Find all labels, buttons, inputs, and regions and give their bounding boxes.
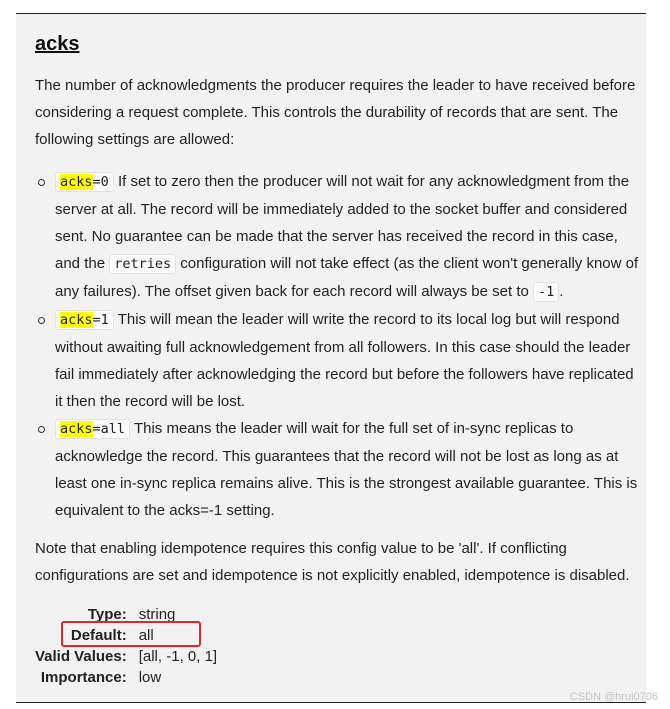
highlight-acks: acks — [60, 174, 93, 190]
highlight-acks: acks — [60, 421, 93, 437]
highlight-acks: acks — [60, 312, 93, 328]
idempotence-note: Note that enabling idempotence requires this config value to be 'all'. If conflicting configurations are set and idempotence is not explicitly enabled, idempotence is disabled. — [35, 540, 630, 584]
setting-item-acks-1 — [55, 306, 645, 415]
settings-list — [55, 168, 645, 524]
setting-item-acks-0: acks=0 If set to zero then the producer will not wait for any acknowledgment from the server at all. The record will be immediately added to the socket buffer and considered sent. No guarantee can be made that the server has received the record in this case, and the retries configuration will not take effect (as the client won't generally know of any failures). The offset given back for each record will always be set to -1 . — [55, 168, 645, 306]
setting-code: acks=all — [55, 419, 130, 439]
setting-text-2: configuration will not take effect (as the client won't generally know of any failures). The offset given back for each record will always be set to — [55, 255, 639, 300]
setting-text: If set to zero then the producer will not wait for any acknowledgment from the server at all. The record will be immediately added to the socket buffer and considered sent. No guarantee can be made that the server has received the record in this case, and the — [55, 173, 630, 272]
meta-key: Default: — [70, 627, 127, 644]
meta-key: Importance: — [40, 669, 127, 686]
meta-value: low — [138, 669, 162, 686]
meta-value: string — [138, 606, 176, 623]
default-annotation-box — [61, 621, 201, 647]
config-card — [16, 13, 646, 703]
setting-item-acks-all — [55, 415, 645, 524]
setting-code: acks=1 — [55, 310, 114, 330]
setting-text: This will mean the leader will write the record to its local log but will respond without awaiting full acknowledgement from all followers. In this case should the leader fail immediately after acknowledging the record but before the followers have replicated it then the record will be lost. — [55, 311, 634, 410]
meta-value: [all, -1, 0, 1] — [138, 648, 218, 665]
meta-key: Valid Values: — [35, 648, 127, 665]
offset-code: -1 — [533, 282, 559, 302]
meta-value: all — [138, 627, 154, 644]
meta-key: Type: — [87, 606, 127, 623]
intro-paragraph: The number of acknowledgments the producer requires the leader to have received before considering a request complete. This controls the durability of records that are sent. The following settings are allowed: — [35, 77, 636, 148]
setting-text: This means the leader will wait for the full set of in-sync replicas to acknowledge the record. This guarantees that the record will not be lost as long as at least one in-sync replica remains alive. This is the strongest available guarantee. This is equivalent to the acks=-1 setting. — [55, 420, 638, 519]
setting-code: acks=0 — [55, 172, 114, 192]
meta-row-importance — [35, 667, 217, 688]
retries-code: retries — [109, 254, 176, 274]
csdn-watermark: CSDN @hrui0706 — [569, 691, 658, 703]
meta-row-valid-values — [35, 646, 217, 667]
config-title: acks — [35, 33, 80, 55]
